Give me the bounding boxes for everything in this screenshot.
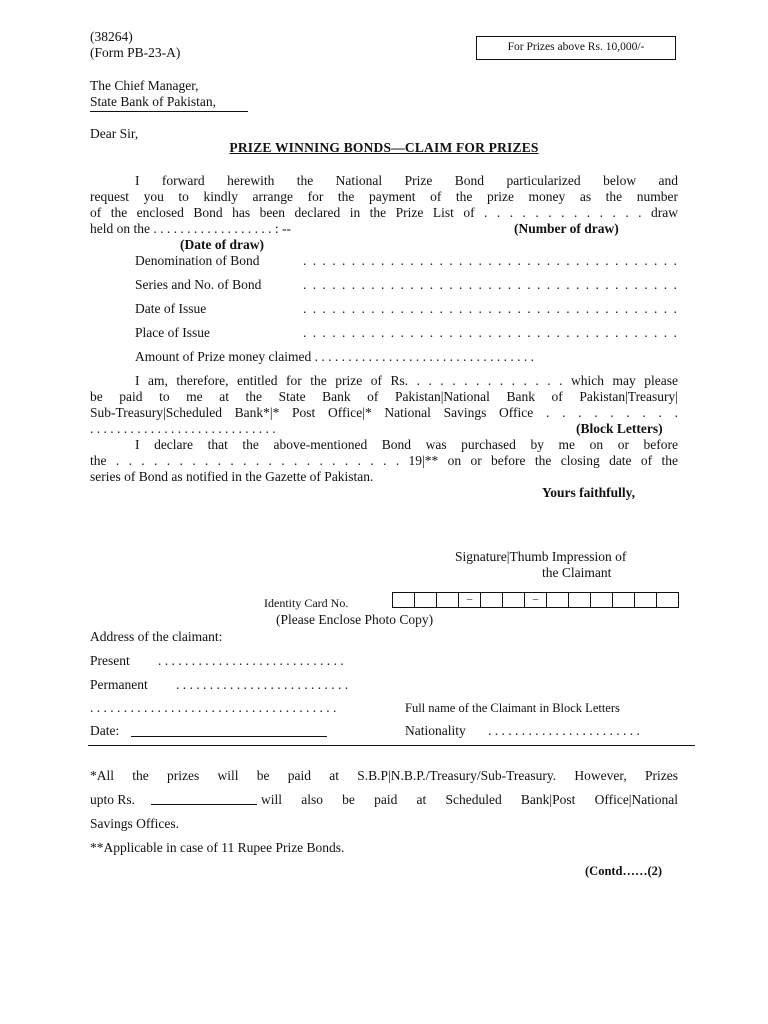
place-of-issue-field[interactable]: . . . . . . . . . . . . . . . . . . . . . . . . . . . . . . . . . . . . . . . (303, 325, 679, 340)
entitled-line-3: Sub-Treasury|Scheduled Bank*|* Post Office|* National Savings Office . . . . . . . . . (90, 405, 678, 420)
present-address-label: Present (90, 653, 130, 668)
entitled-line-4-dots[interactable]: . . . . . . . . . . . . . . . . . . . . . . . . . . . . (90, 421, 276, 436)
id-digit-box[interactable] (480, 592, 503, 608)
series-number-label: Series and No. of Bond (135, 277, 262, 292)
id-digit-box[interactable] (634, 592, 657, 608)
identity-card-label: Identity Card No. (264, 596, 349, 610)
form-reference-number: (38264) (90, 29, 133, 44)
footnote-line-1: *All the prizes will be paid at S.B.P|N.B.P./Treasury/Sub-Treasury. However, Prizes (90, 768, 678, 783)
entitled-line-2: be paid to me at the State Bank of Pakistan|National Bank of Pakistan|Treasury| (90, 389, 678, 404)
intro-line-4-left: held on the . . . . . . . . . . . . . . . . . . : -- (90, 221, 291, 236)
id-digit-box[interactable] (436, 592, 459, 608)
denomination-label: Denomination of Bond (135, 253, 260, 268)
nationality-field[interactable]: . . . . . . . . . . . . . . . . . . . . . . . (488, 723, 640, 738)
date-of-issue-label: Date of Issue (135, 301, 207, 316)
date-of-issue-field[interactable]: . . . . . . . . . . . . . . . . . . . . . . . . . . . . . . . . . . . . . . . (303, 301, 679, 316)
yours-faithfully: Yours faithfully, (542, 485, 636, 500)
id-separator-box: – (524, 592, 547, 608)
identity-card-boxes[interactable] (392, 592, 678, 608)
footnote-line-2-right: will also be paid at Scheduled Bank|Post Office|National (261, 792, 678, 807)
addressee-title: The Chief Manager, (90, 78, 199, 93)
id-digit-box[interactable] (568, 592, 591, 608)
number-of-draw-label: (Number of draw) (514, 221, 619, 236)
amount-claimed-field[interactable]: Amount of Prize money claimed . . . . . . . . . . . . . . . . . . . . . . . . . . . . . . . . . (135, 349, 534, 364)
id-digit-box[interactable] (612, 592, 635, 608)
intro-line-1: I forward herewith the National Prize Bond particularized below and (135, 173, 678, 188)
id-digit-box[interactable] (392, 592, 415, 608)
denomination-field[interactable]: . . . . . . . . . . . . . . . . . . . . . . . . . . . . . . . . . . . . . . . (303, 253, 679, 268)
full-name-label: Full name of the Claimant in Block Letters (405, 701, 620, 715)
declaration-line-2: the . . . . . . . . . . . . . . . . . . . . . . . 19|** on or before the closing date of the (90, 453, 678, 468)
footnote-line-3: Savings Offices. (90, 816, 179, 831)
form-title: PRIZE WINNING BONDS—CLAIM FOR PRIZES (229, 140, 539, 155)
footnote-line-2-left: upto Rs. (90, 792, 136, 807)
declaration-line-1: I declare that the above-mentioned Bond was purchased by me on or before (135, 437, 678, 452)
signature-label-line-1: Signature|Thumb Impression of (455, 549, 627, 564)
permanent-address-field[interactable]: . . . . . . . . . . . . . . . . . . . . . . . . . . (176, 677, 349, 692)
addressee-underline (90, 111, 248, 112)
form-code: (Form PB-23-A) (90, 45, 181, 60)
entitled-line-1: I am, therefore, entitled for the prize of Rs. . . . . . . . . . . . . . which may please (135, 373, 678, 388)
intro-line-2: request you to kindly arrange for the payment of the prize money as the number (90, 189, 678, 204)
id-digit-box[interactable] (656, 592, 679, 608)
id-digit-box[interactable] (414, 592, 437, 608)
prize-threshold-box: For Prizes above Rs. 10,000/- (476, 36, 676, 60)
nationality-label: Nationality (405, 723, 466, 738)
id-separator-box: – (458, 592, 481, 608)
block-letters-label: (Block Letters) (576, 421, 663, 436)
photo-copy-note: (Please Enclose Photo Copy) (276, 612, 434, 627)
id-digit-box[interactable] (546, 592, 569, 608)
id-digit-box[interactable] (590, 592, 613, 608)
footnote-divider (88, 745, 695, 746)
continued-marker: (Contd……(2) (585, 864, 663, 878)
address-heading: Address of the claimant: (90, 629, 223, 644)
present-address-field[interactable]: . . . . . . . . . . . . . . . . . . . . . . . . . . . . (158, 653, 344, 668)
addressee-bank: State Bank of Pakistan, (90, 94, 216, 109)
signature-label-line-2: the Claimant (542, 565, 612, 580)
intro-line-3: of the enclosed Bond has been declared in the Prize List of . . . . . . . . . . . . . draw (90, 205, 678, 220)
declaration-line-3: series of Bond as notified in the Gazette of Pakistan. (90, 469, 374, 484)
place-of-issue-label: Place of Issue (135, 325, 210, 340)
series-number-field[interactable]: . . . . . . . . . . . . . . . . . . . . . . . . . . . . . . . . . . . . . . . (303, 277, 679, 292)
permanent-address-label: Permanent (90, 677, 148, 692)
date-field[interactable] (131, 724, 327, 737)
date-of-draw-label: (Date of draw) (180, 237, 264, 252)
date-label: Date: (90, 723, 120, 738)
address-extra-field[interactable]: . . . . . . . . . . . . . . . . . . . . . . . . . . . . . . . . . . . . . (90, 700, 337, 715)
prize-amount-field[interactable] (151, 792, 257, 805)
salutation: Dear Sir, (90, 126, 139, 141)
footnote-line-4: **Applicable in case of 11 Rupee Prize Bonds. (90, 840, 345, 855)
id-digit-box[interactable] (502, 592, 525, 608)
